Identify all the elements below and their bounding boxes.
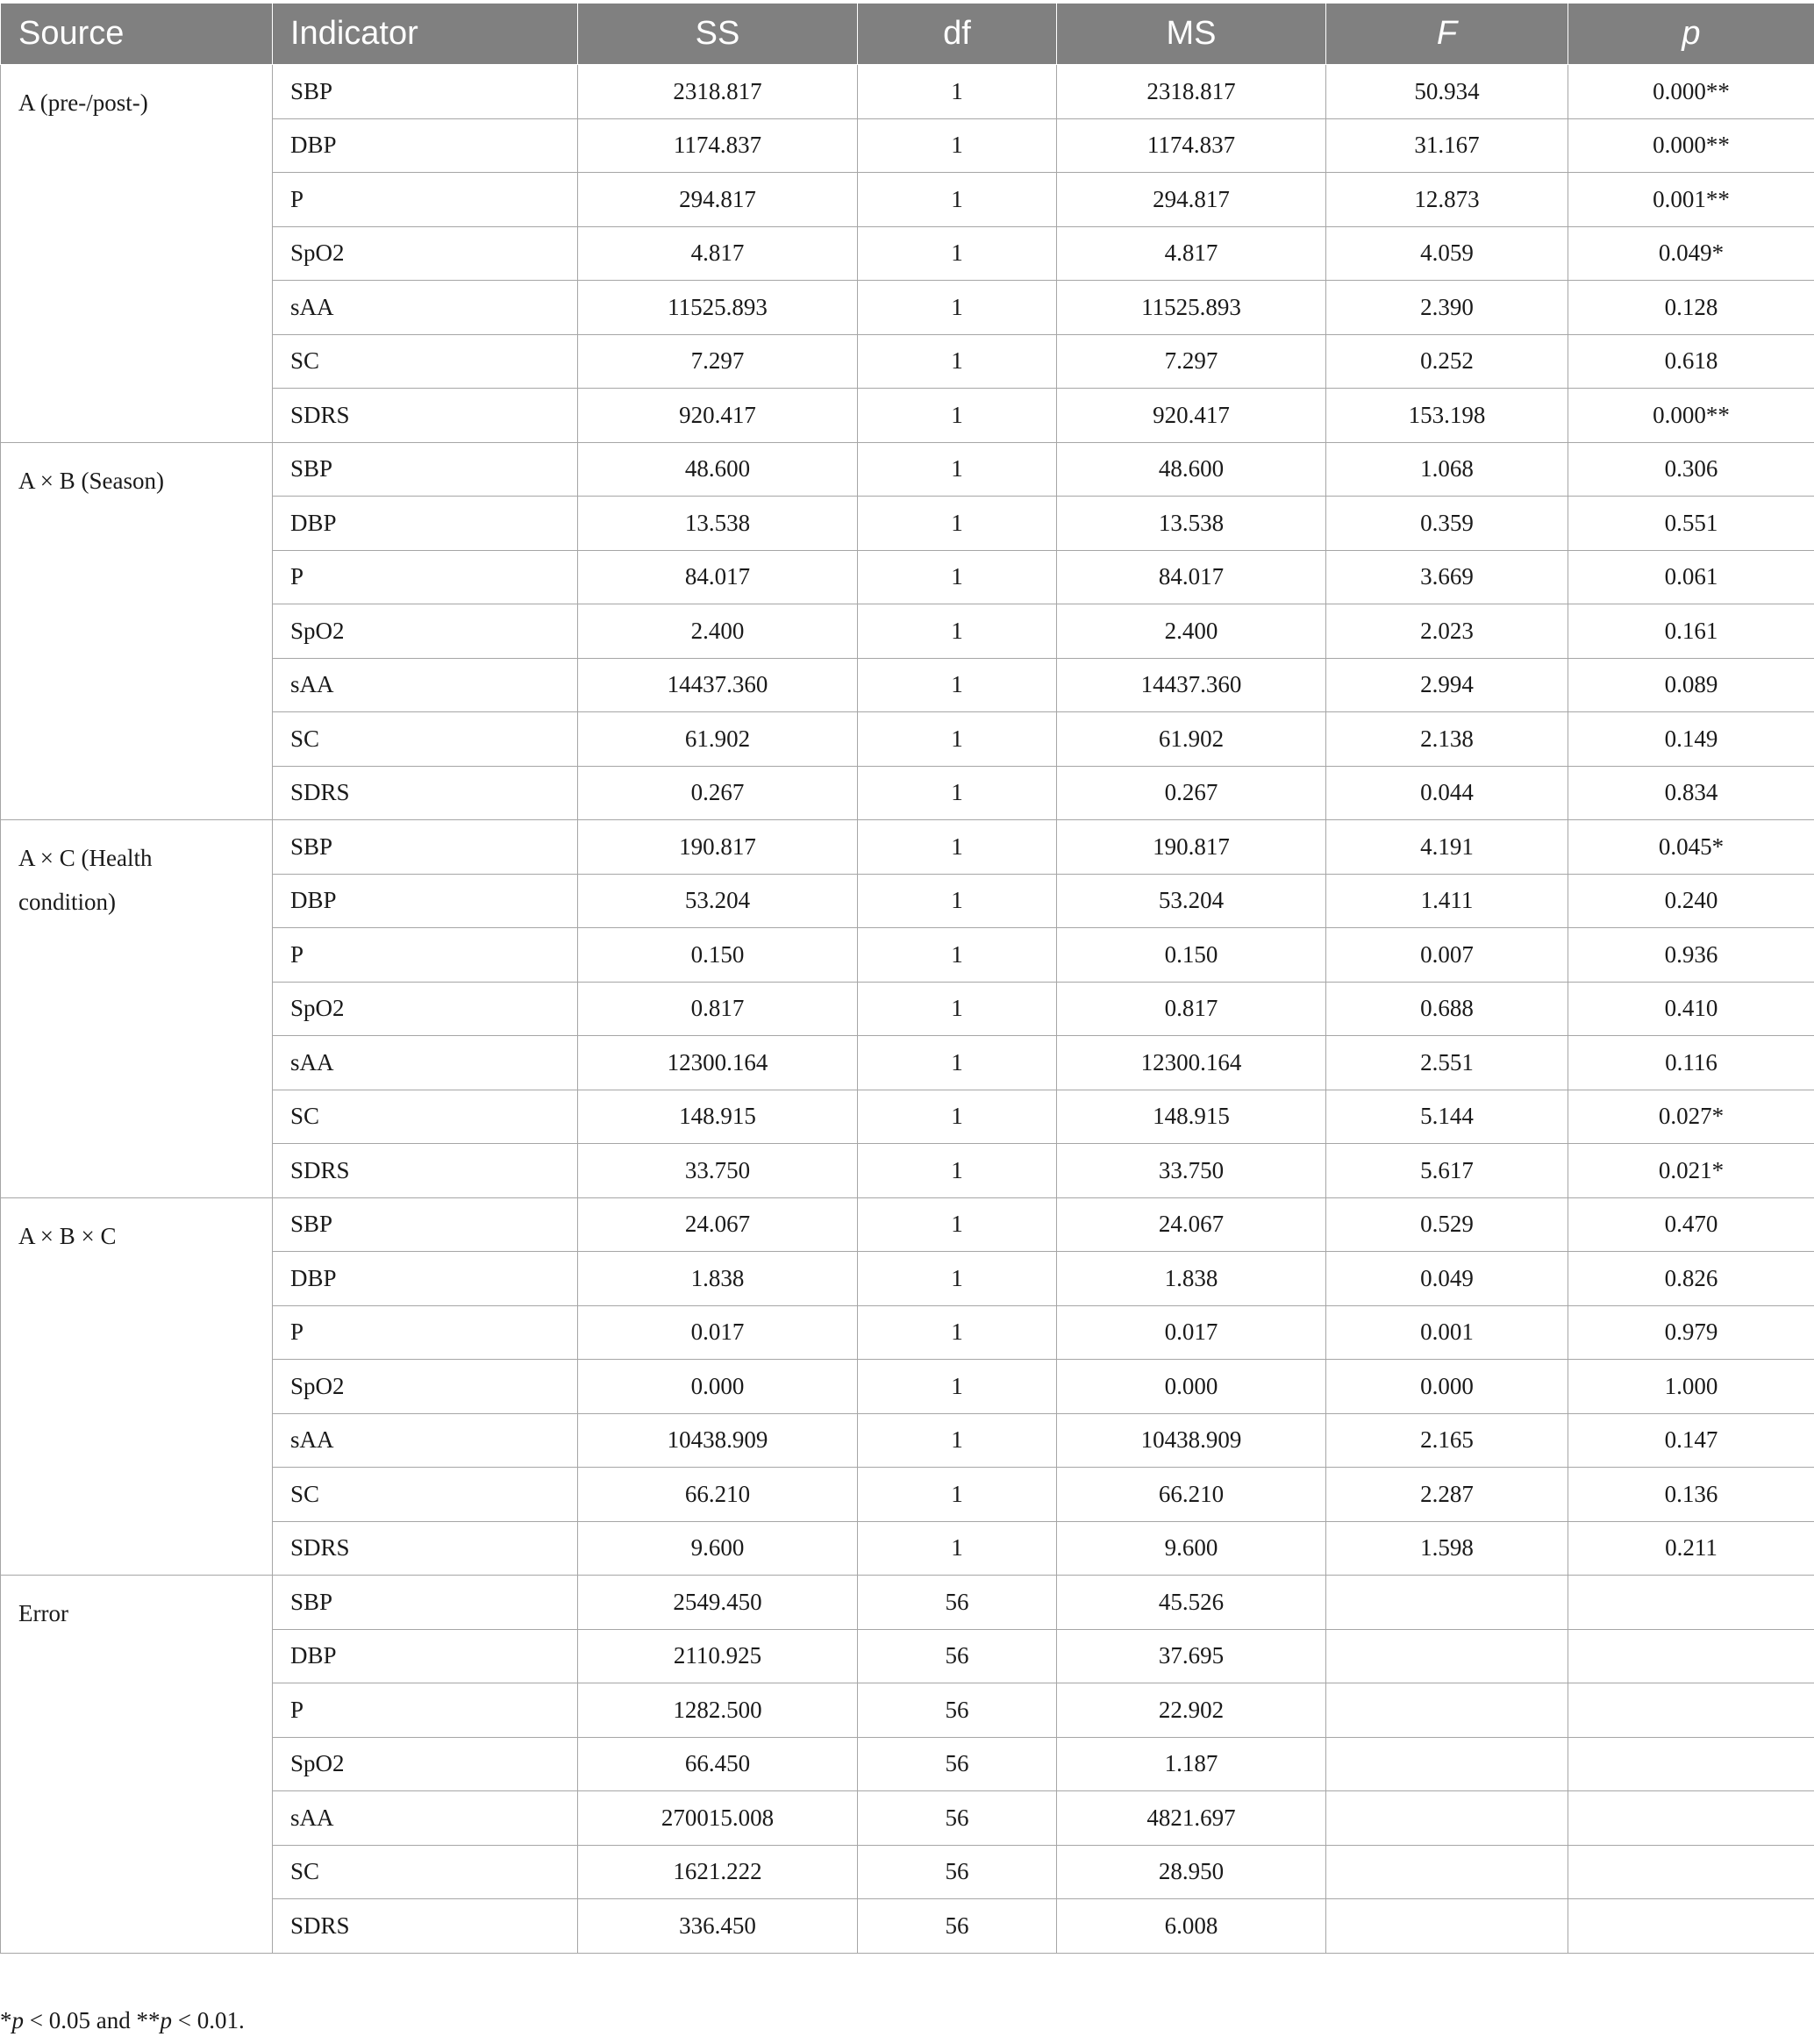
ms-cell: 2318.817 bbox=[1057, 65, 1326, 119]
ss-cell: 53.204 bbox=[578, 874, 858, 928]
p-cell: 0.834 bbox=[1568, 766, 1814, 820]
anova-table bbox=[0, 3, 1814, 1954]
p-cell bbox=[1568, 1683, 1814, 1738]
f-cell: 0.529 bbox=[1326, 1197, 1568, 1252]
ss-cell: 0.267 bbox=[578, 766, 858, 820]
table-row bbox=[1, 1252, 1814, 1306]
source-cell: A × C (Health condition) bbox=[1, 820, 273, 1198]
indicator-cell: SpO2 bbox=[273, 982, 578, 1036]
p-cell: 0.027* bbox=[1568, 1090, 1814, 1144]
p-cell: 0.410 bbox=[1568, 982, 1814, 1036]
df-cell: 1 bbox=[858, 1090, 1057, 1144]
df-cell: 1 bbox=[858, 982, 1057, 1036]
indicator-cell: sAA bbox=[273, 281, 578, 335]
table-row bbox=[1, 65, 1814, 119]
p-cell: 0.211 bbox=[1568, 1521, 1814, 1576]
header-f: F bbox=[1326, 4, 1568, 65]
ss-cell: 2110.925 bbox=[578, 1629, 858, 1683]
f-cell bbox=[1326, 1629, 1568, 1683]
ss-cell: 1621.222 bbox=[578, 1845, 858, 1899]
indicator-cell: P bbox=[273, 173, 578, 227]
ss-cell: 13.538 bbox=[578, 497, 858, 551]
ss-cell: 2.400 bbox=[578, 604, 858, 659]
p-cell bbox=[1568, 1737, 1814, 1791]
ss-cell: 66.450 bbox=[578, 1737, 858, 1791]
p-cell: 0.000** bbox=[1568, 65, 1814, 119]
footnote-text2: < 0.01. bbox=[171, 2007, 245, 2033]
f-cell bbox=[1326, 1845, 1568, 1899]
table-row bbox=[1, 712, 1814, 767]
p-cell: 0.306 bbox=[1568, 442, 1814, 497]
ms-cell: 0.817 bbox=[1057, 982, 1326, 1036]
table-row bbox=[1, 766, 1814, 820]
p-cell: 0.000** bbox=[1568, 118, 1814, 173]
ms-cell: 53.204 bbox=[1057, 874, 1326, 928]
ss-cell: 7.297 bbox=[578, 334, 858, 389]
df-cell: 1 bbox=[858, 497, 1057, 551]
ss-cell: 2318.817 bbox=[578, 65, 858, 119]
ss-cell: 0.817 bbox=[578, 982, 858, 1036]
df-cell: 1 bbox=[858, 766, 1057, 820]
p-cell: 0.161 bbox=[1568, 604, 1814, 659]
f-cell: 0.001 bbox=[1326, 1305, 1568, 1360]
table-row bbox=[1, 658, 1814, 712]
p-cell: 0.149 bbox=[1568, 712, 1814, 767]
f-cell: 1.068 bbox=[1326, 442, 1568, 497]
table-row bbox=[1, 334, 1814, 389]
ss-cell: 294.817 bbox=[578, 173, 858, 227]
indicator-cell: SDRS bbox=[273, 1144, 578, 1198]
ms-cell: 148.915 bbox=[1057, 1090, 1326, 1144]
f-cell bbox=[1326, 1683, 1568, 1738]
indicator-cell: SDRS bbox=[273, 1521, 578, 1576]
p-cell: 0.000** bbox=[1568, 389, 1814, 443]
ms-cell: 294.817 bbox=[1057, 173, 1326, 227]
indicator-cell: SpO2 bbox=[273, 1360, 578, 1414]
f-cell: 0.007 bbox=[1326, 928, 1568, 983]
indicator-cell: SC bbox=[273, 1845, 578, 1899]
ms-cell: 22.902 bbox=[1057, 1683, 1326, 1738]
source-cell: A (pre-/post-) bbox=[1, 65, 273, 443]
ms-cell: 4.817 bbox=[1057, 226, 1326, 281]
p-cell: 0.001** bbox=[1568, 173, 1814, 227]
indicator-cell: DBP bbox=[273, 497, 578, 551]
f-cell: 12.873 bbox=[1326, 173, 1568, 227]
ss-cell: 2549.450 bbox=[578, 1576, 858, 1630]
ms-cell: 4821.697 bbox=[1057, 1791, 1326, 1846]
df-cell: 1 bbox=[858, 65, 1057, 119]
df-cell: 1 bbox=[858, 442, 1057, 497]
ms-cell: 33.750 bbox=[1057, 1144, 1326, 1198]
p-cell bbox=[1568, 1845, 1814, 1899]
ms-cell: 0.000 bbox=[1057, 1360, 1326, 1414]
indicator-cell: P bbox=[273, 1683, 578, 1738]
table-row bbox=[1, 1036, 1814, 1090]
f-cell: 0.049 bbox=[1326, 1252, 1568, 1306]
table-row bbox=[1, 497, 1814, 551]
p-cell bbox=[1568, 1791, 1814, 1846]
ss-cell: 12300.164 bbox=[578, 1036, 858, 1090]
ss-cell: 9.600 bbox=[578, 1521, 858, 1576]
f-cell bbox=[1326, 1737, 1568, 1791]
f-cell: 1.411 bbox=[1326, 874, 1568, 928]
ms-cell: 0.150 bbox=[1057, 928, 1326, 983]
ms-cell: 14437.360 bbox=[1057, 658, 1326, 712]
table-row bbox=[1, 1737, 1814, 1791]
table-row bbox=[1, 1197, 1814, 1252]
p-cell: 0.470 bbox=[1568, 1197, 1814, 1252]
ms-cell: 11525.893 bbox=[1057, 281, 1326, 335]
ms-cell: 48.600 bbox=[1057, 442, 1326, 497]
source-cell: A × B × C bbox=[1, 1197, 273, 1576]
ss-cell: 920.417 bbox=[578, 389, 858, 443]
indicator-cell: SDRS bbox=[273, 766, 578, 820]
table-row bbox=[1, 1090, 1814, 1144]
df-cell: 1 bbox=[858, 1521, 1057, 1576]
ss-cell: 14437.360 bbox=[578, 658, 858, 712]
indicator-cell: SDRS bbox=[273, 389, 578, 443]
p-cell: 0.089 bbox=[1568, 658, 1814, 712]
f-cell: 4.191 bbox=[1326, 820, 1568, 875]
indicator-cell: SBP bbox=[273, 65, 578, 119]
f-cell bbox=[1326, 1576, 1568, 1630]
df-cell: 1 bbox=[858, 928, 1057, 983]
header-source: Source bbox=[1, 4, 273, 65]
df-cell: 1 bbox=[858, 1252, 1057, 1306]
table-row bbox=[1, 226, 1814, 281]
ms-cell: 1174.837 bbox=[1057, 118, 1326, 173]
ms-cell: 37.695 bbox=[1057, 1629, 1326, 1683]
ss-cell: 0.150 bbox=[578, 928, 858, 983]
ms-cell: 2.400 bbox=[1057, 604, 1326, 659]
p-cell bbox=[1568, 1629, 1814, 1683]
df-cell: 1 bbox=[858, 658, 1057, 712]
table-row bbox=[1, 389, 1814, 443]
f-cell: 2.165 bbox=[1326, 1413, 1568, 1468]
f-cell: 0.688 bbox=[1326, 982, 1568, 1036]
df-cell: 56 bbox=[858, 1899, 1057, 1954]
p-cell: 0.936 bbox=[1568, 928, 1814, 983]
indicator-cell: DBP bbox=[273, 1252, 578, 1306]
f-cell: 50.934 bbox=[1326, 65, 1568, 119]
p-cell: 0.826 bbox=[1568, 1252, 1814, 1306]
ss-cell: 48.600 bbox=[578, 442, 858, 497]
table-row bbox=[1, 1144, 1814, 1198]
table-row bbox=[1, 1360, 1814, 1414]
df-cell: 1 bbox=[858, 1305, 1057, 1360]
p-cell: 0.147 bbox=[1568, 1413, 1814, 1468]
ms-cell: 0.017 bbox=[1057, 1305, 1326, 1360]
table-row bbox=[1, 1468, 1814, 1522]
indicator-cell: SpO2 bbox=[273, 226, 578, 281]
indicator-cell: SpO2 bbox=[273, 1737, 578, 1791]
p-cell: 0.551 bbox=[1568, 497, 1814, 551]
f-cell: 0.044 bbox=[1326, 766, 1568, 820]
df-cell: 1 bbox=[858, 604, 1057, 659]
indicator-cell: DBP bbox=[273, 874, 578, 928]
ms-cell: 45.526 bbox=[1057, 1576, 1326, 1630]
table-body bbox=[1, 65, 1814, 1954]
p-cell: 0.116 bbox=[1568, 1036, 1814, 1090]
footnote-p2: p bbox=[160, 2007, 172, 2033]
ms-cell: 66.210 bbox=[1057, 1468, 1326, 1522]
p-cell: 0.021* bbox=[1568, 1144, 1814, 1198]
f-cell: 2.138 bbox=[1326, 712, 1568, 767]
ms-cell: 12300.164 bbox=[1057, 1036, 1326, 1090]
df-cell: 1 bbox=[858, 1036, 1057, 1090]
table-row bbox=[1, 1629, 1814, 1683]
indicator-cell: sAA bbox=[273, 658, 578, 712]
indicator-cell: DBP bbox=[273, 1629, 578, 1683]
indicator-cell: SBP bbox=[273, 1576, 578, 1630]
p-cell: 0.240 bbox=[1568, 874, 1814, 928]
ms-cell: 7.297 bbox=[1057, 334, 1326, 389]
p-cell: 0.049* bbox=[1568, 226, 1814, 281]
ss-cell: 4.817 bbox=[578, 226, 858, 281]
header-df: df bbox=[858, 4, 1057, 65]
ss-cell: 270015.008 bbox=[578, 1791, 858, 1846]
df-cell: 1 bbox=[858, 281, 1057, 335]
f-cell: 31.167 bbox=[1326, 118, 1568, 173]
f-cell: 2.023 bbox=[1326, 604, 1568, 659]
p-cell: 0.136 bbox=[1568, 1468, 1814, 1522]
df-cell: 1 bbox=[858, 1468, 1057, 1522]
f-cell: 0.359 bbox=[1326, 497, 1568, 551]
header-row bbox=[1, 4, 1814, 65]
indicator-cell: SBP bbox=[273, 442, 578, 497]
df-cell: 1 bbox=[858, 173, 1057, 227]
ss-cell: 84.017 bbox=[578, 550, 858, 604]
indicator-cell: P bbox=[273, 928, 578, 983]
table-row bbox=[1, 982, 1814, 1036]
footnote-text1: < 0.05 and ** bbox=[24, 2007, 161, 2033]
indicator-cell: sAA bbox=[273, 1036, 578, 1090]
df-cell: 56 bbox=[858, 1737, 1057, 1791]
ss-cell: 1.838 bbox=[578, 1252, 858, 1306]
df-cell: 1 bbox=[858, 1360, 1057, 1414]
ms-cell: 13.538 bbox=[1057, 497, 1326, 551]
f-cell bbox=[1326, 1899, 1568, 1954]
header-p: p bbox=[1568, 4, 1814, 65]
table-row bbox=[1, 928, 1814, 983]
f-cell: 2.287 bbox=[1326, 1468, 1568, 1522]
f-cell: 5.144 bbox=[1326, 1090, 1568, 1144]
ss-cell: 1282.500 bbox=[578, 1683, 858, 1738]
indicator-cell: SBP bbox=[273, 1197, 578, 1252]
ms-cell: 28.950 bbox=[1057, 1845, 1326, 1899]
p-cell bbox=[1568, 1899, 1814, 1954]
ms-cell: 920.417 bbox=[1057, 389, 1326, 443]
ss-cell: 61.902 bbox=[578, 712, 858, 767]
f-cell: 0.000 bbox=[1326, 1360, 1568, 1414]
table-row bbox=[1, 1576, 1814, 1630]
df-cell: 1 bbox=[858, 1197, 1057, 1252]
indicator-cell: SDRS bbox=[273, 1899, 578, 1954]
df-cell: 1 bbox=[858, 712, 1057, 767]
table-row bbox=[1, 173, 1814, 227]
indicator-cell: P bbox=[273, 550, 578, 604]
table-row bbox=[1, 1899, 1814, 1954]
table-row bbox=[1, 1521, 1814, 1576]
ms-cell: 24.067 bbox=[1057, 1197, 1326, 1252]
p-cell: 0.128 bbox=[1568, 281, 1814, 335]
df-cell: 56 bbox=[858, 1629, 1057, 1683]
table-row bbox=[1, 1845, 1814, 1899]
df-cell: 1 bbox=[858, 389, 1057, 443]
f-cell: 0.252 bbox=[1326, 334, 1568, 389]
f-cell: 2.551 bbox=[1326, 1036, 1568, 1090]
df-cell: 1 bbox=[858, 550, 1057, 604]
indicator-cell: SpO2 bbox=[273, 604, 578, 659]
df-cell: 1 bbox=[858, 1413, 1057, 1468]
ms-cell: 84.017 bbox=[1057, 550, 1326, 604]
p-cell: 0.045* bbox=[1568, 820, 1814, 875]
table-row bbox=[1, 604, 1814, 659]
table-row bbox=[1, 874, 1814, 928]
footnote bbox=[0, 2007, 245, 2034]
table-row bbox=[1, 1683, 1814, 1738]
indicator-cell: sAA bbox=[273, 1791, 578, 1846]
df-cell: 1 bbox=[858, 1144, 1057, 1198]
p-cell bbox=[1568, 1576, 1814, 1630]
ss-cell: 66.210 bbox=[578, 1468, 858, 1522]
ss-cell: 190.817 bbox=[578, 820, 858, 875]
indicator-cell: SBP bbox=[273, 820, 578, 875]
indicator-cell: SC bbox=[273, 334, 578, 389]
df-cell: 1 bbox=[858, 334, 1057, 389]
ss-cell: 0.017 bbox=[578, 1305, 858, 1360]
df-cell: 56 bbox=[858, 1576, 1057, 1630]
ms-cell: 190.817 bbox=[1057, 820, 1326, 875]
footnote-p1: p bbox=[11, 2007, 24, 2033]
indicator-cell: SC bbox=[273, 1468, 578, 1522]
ss-cell: 10438.909 bbox=[578, 1413, 858, 1468]
table-row bbox=[1, 1791, 1814, 1846]
ss-cell: 336.450 bbox=[578, 1899, 858, 1954]
indicator-cell: SC bbox=[273, 712, 578, 767]
table-row bbox=[1, 442, 1814, 497]
table-row bbox=[1, 820, 1814, 875]
table-row bbox=[1, 550, 1814, 604]
source-cell: Error bbox=[1, 1576, 273, 1954]
f-cell: 5.617 bbox=[1326, 1144, 1568, 1198]
ss-cell: 24.067 bbox=[578, 1197, 858, 1252]
p-cell: 0.618 bbox=[1568, 334, 1814, 389]
indicator-cell: SC bbox=[273, 1090, 578, 1144]
source-cell: A × B (Season) bbox=[1, 442, 273, 820]
ms-cell: 1.838 bbox=[1057, 1252, 1326, 1306]
df-cell: 1 bbox=[858, 874, 1057, 928]
indicator-cell: sAA bbox=[273, 1413, 578, 1468]
df-cell: 1 bbox=[858, 118, 1057, 173]
ss-cell: 0.000 bbox=[578, 1360, 858, 1414]
ss-cell: 1174.837 bbox=[578, 118, 858, 173]
df-cell: 56 bbox=[858, 1791, 1057, 1846]
f-cell: 4.059 bbox=[1326, 226, 1568, 281]
table-row bbox=[1, 281, 1814, 335]
df-cell: 1 bbox=[858, 226, 1057, 281]
header-indicator: Indicator bbox=[273, 4, 578, 65]
indicator-cell: DBP bbox=[273, 118, 578, 173]
header-ss: SS bbox=[578, 4, 858, 65]
f-cell: 1.598 bbox=[1326, 1521, 1568, 1576]
ms-cell: 0.267 bbox=[1057, 766, 1326, 820]
f-cell: 2.994 bbox=[1326, 658, 1568, 712]
df-cell: 1 bbox=[858, 820, 1057, 875]
table-row bbox=[1, 118, 1814, 173]
df-cell: 56 bbox=[858, 1683, 1057, 1738]
ss-cell: 11525.893 bbox=[578, 281, 858, 335]
footnote-star: * bbox=[0, 2007, 12, 2033]
table-row bbox=[1, 1413, 1814, 1468]
ms-cell: 9.600 bbox=[1057, 1521, 1326, 1576]
ms-cell: 1.187 bbox=[1057, 1737, 1326, 1791]
indicator-cell: P bbox=[273, 1305, 578, 1360]
ss-cell: 148.915 bbox=[578, 1090, 858, 1144]
f-cell bbox=[1326, 1791, 1568, 1846]
f-cell: 153.198 bbox=[1326, 389, 1568, 443]
p-cell: 0.061 bbox=[1568, 550, 1814, 604]
table-row bbox=[1, 1305, 1814, 1360]
p-cell: 1.000 bbox=[1568, 1360, 1814, 1414]
ms-cell: 6.008 bbox=[1057, 1899, 1326, 1954]
f-cell: 3.669 bbox=[1326, 550, 1568, 604]
ss-cell: 33.750 bbox=[578, 1144, 858, 1198]
df-cell: 56 bbox=[858, 1845, 1057, 1899]
p-cell: 0.979 bbox=[1568, 1305, 1814, 1360]
ms-cell: 61.902 bbox=[1057, 712, 1326, 767]
f-cell: 2.390 bbox=[1326, 281, 1568, 335]
header-ms: MS bbox=[1057, 4, 1326, 65]
ms-cell: 10438.909 bbox=[1057, 1413, 1326, 1468]
